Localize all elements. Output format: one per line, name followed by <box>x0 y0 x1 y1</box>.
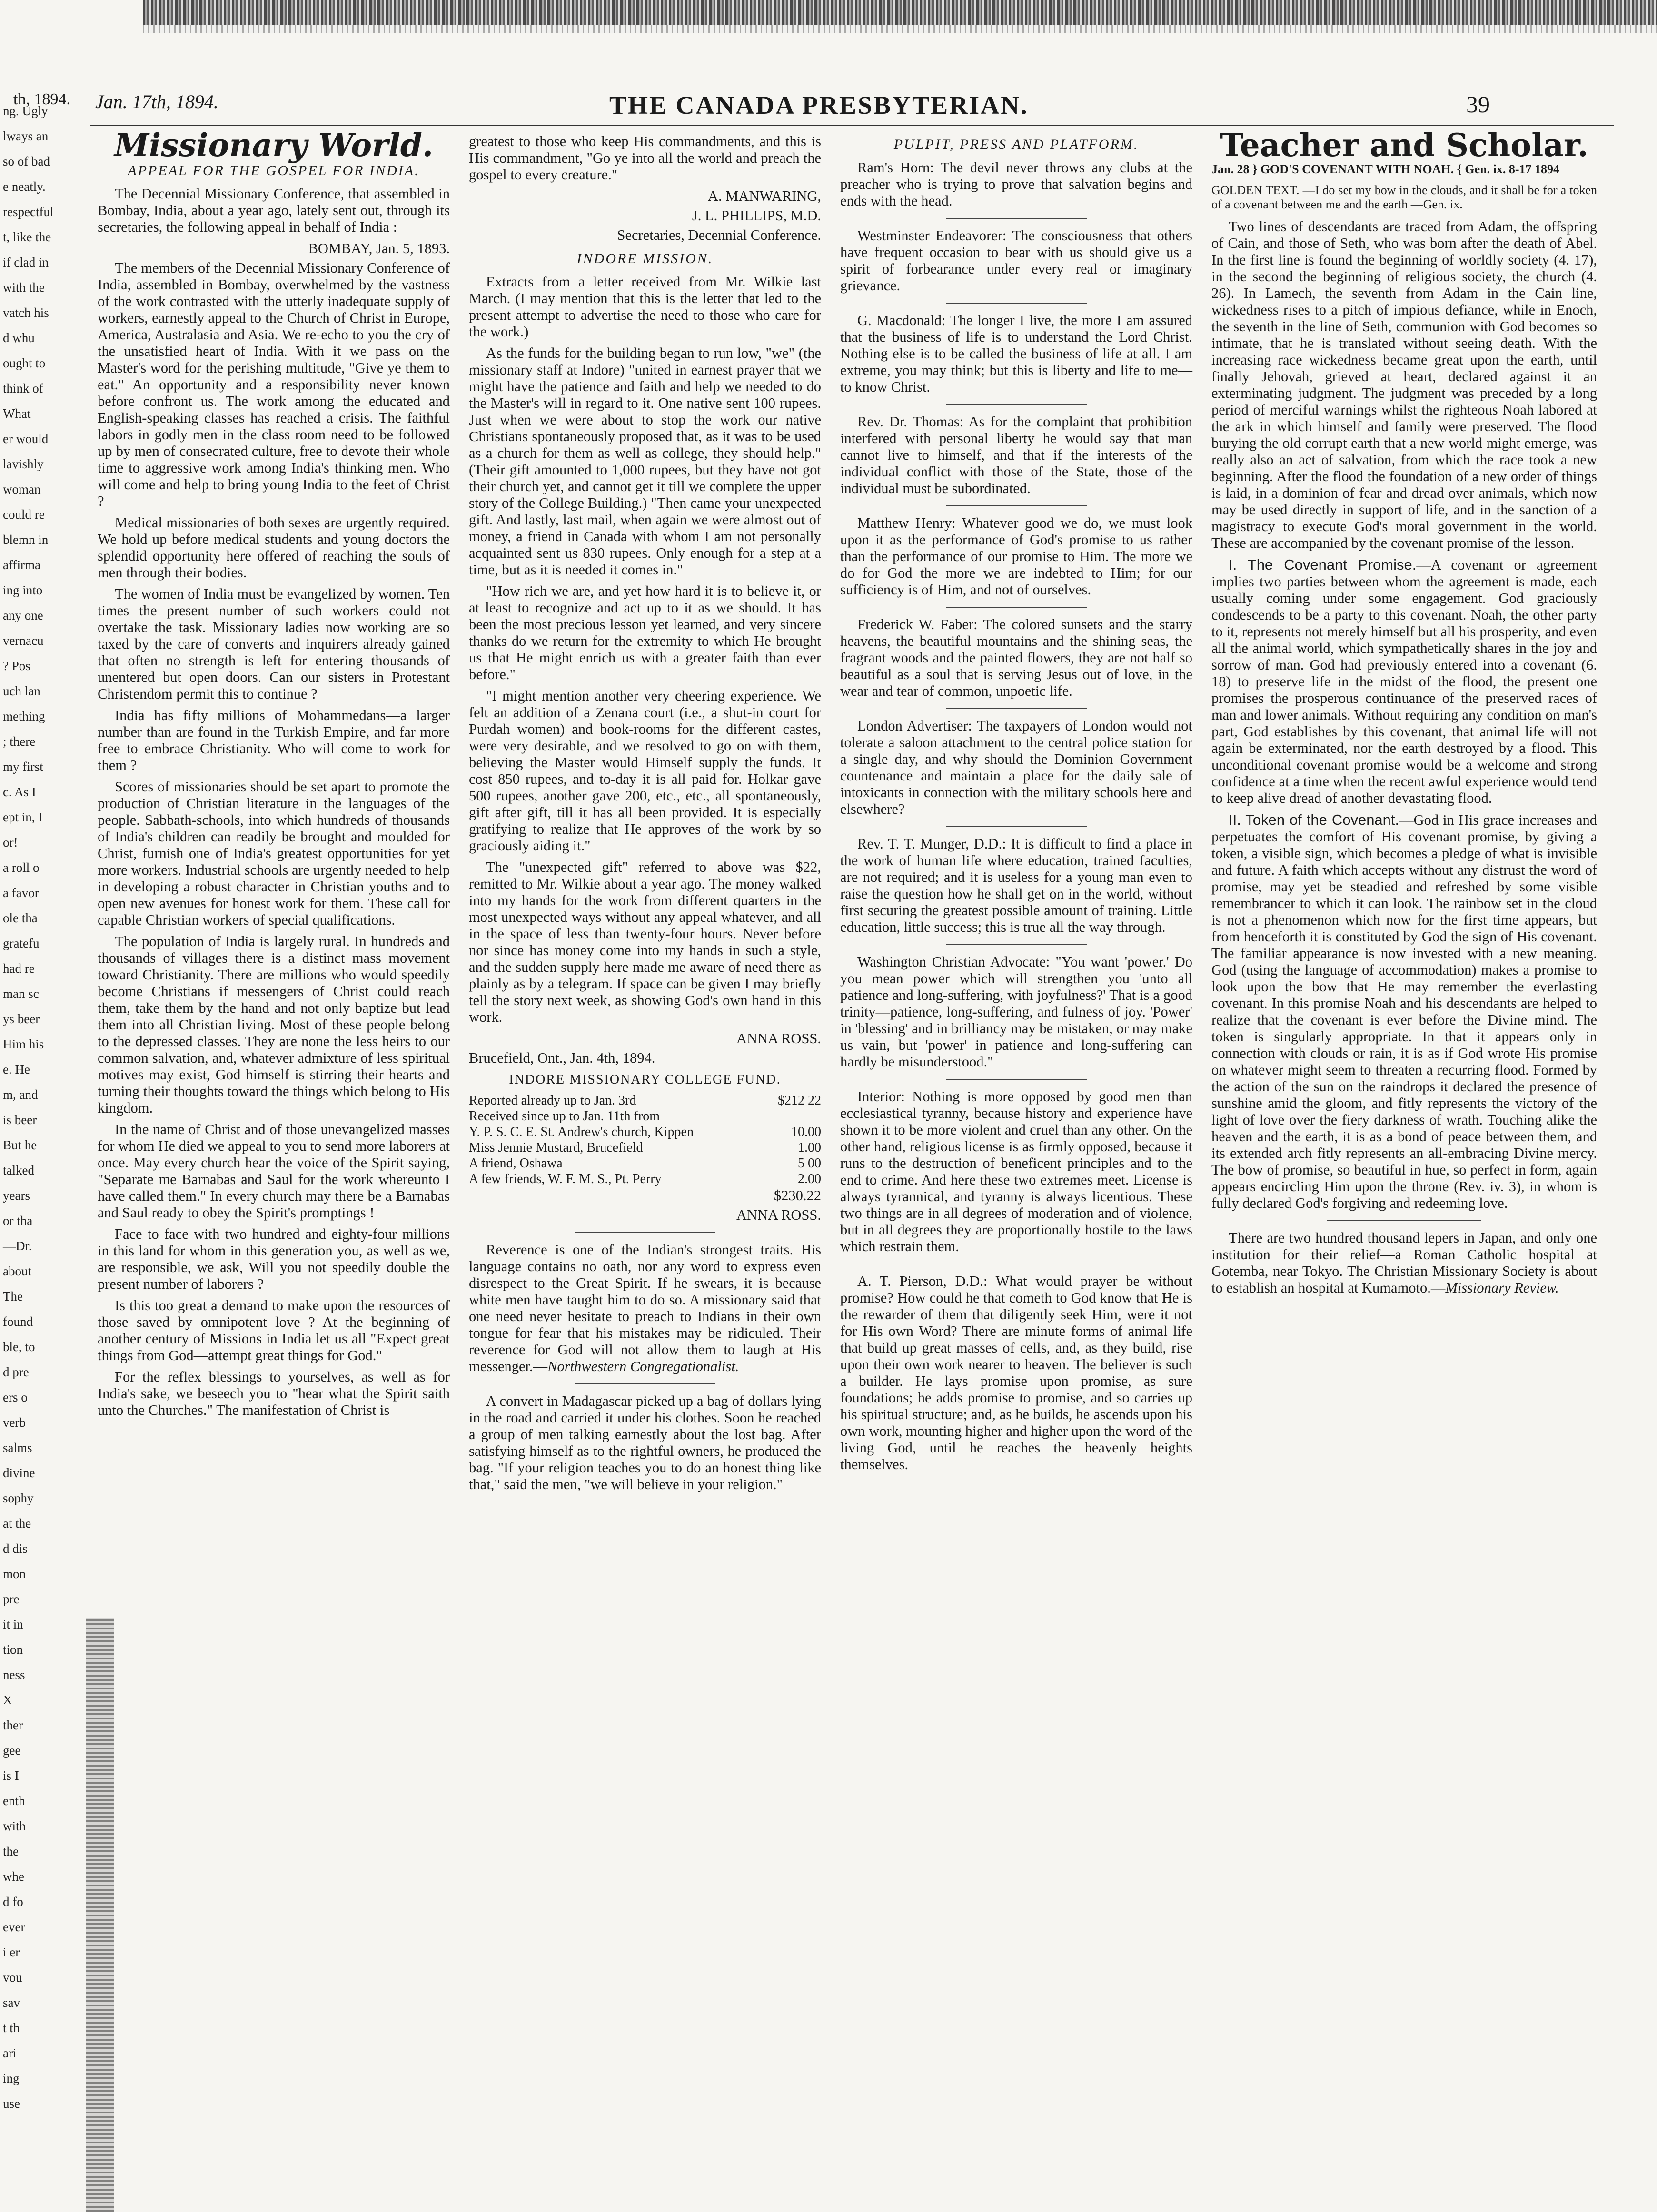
margin-fragment: ble, to <box>3 1340 35 1354</box>
appeal-paragraph: Scores of missionaries should be set apart to promote the production of Christian literature in the languages of the people. Sabbath-schools, into which hundreds of thousands of India's children can readily be brought and moulded for Christ, furnish one of India's greatest opportunities for yet more workers. Industrial schools are urgently needed to help in developing a robust character in Christian youths and to open new avenues for honest work for them. These call for capable Christian workers of special qualifications. <box>98 779 450 928</box>
appeal-paragraph: The members of the Decennial Missionary Conference of India, assembled in Bombay, overwhelmed by the vastness of the work contrasted with the utterly inadequate supply of workers, earnestly appeal to the Church of Christ in Europe, America, Australasia and Asia. We re-echo to you the cry of the unsatisfied heart of India. With it we pass on the Master's word for the perishing multitude, "Give ye them to eat." An opportunity and a responsibility never known before confront us. The work among the educated and English-speaking classes has reached a crisis. The faithful labors in godly men in the class room need to be followed up by men of consecrated culture, free to devote their whole time to aggressive work among India's thinking men. Who will come and help to bring young India to the feet of Christ ? <box>98 260 450 509</box>
column-indore-mission <box>469 133 821 1498</box>
indore-paragraph: "How rich we are, and yet how hard it is to believe it, or at least to recognize and act up to it as we should. It has been the most precious lesson yet learned, and very sincere thanks do we return for the extremity to which He brought us that He might enrich us with a greater faith than ever before." <box>469 583 821 682</box>
appeal-paragraph: The population of India is largely rural. In hundreds and thousands of villages there is a distinct mass movement toward Christianity. There are millions who would speedily become Christians if messengers of Christ could reach them, take them by the hand and not only baptize but lead them into all Christian living. Most of these people belong to the depressed classes. They are none the less heirs to our common salvation, and, whatever admixture of less spiritual motives may exist, God himself is stirring their hearts and turning their thoughts toward the things which belong to His kingdom. <box>98 933 450 1116</box>
appeal-section-title: APPEAL FOR THE GOSPEL FOR INDIA. <box>128 163 420 178</box>
issue-date: Jan. 17th, 1894. <box>95 91 218 112</box>
quote-item: Frederick W. Faber: The colored sunsets and the starry heavens, the beautiful mountains and the shining seas, the fragrant woods and the painted flowers, they are not half so beautiful as a soul that is serving Jesus out of love, in the wear and tear of common, unpoetic life. <box>840 616 1192 699</box>
margin-fragment: or! <box>3 835 18 849</box>
madagascar-paragraph: A convert in Madagascar picked up a bag of dollars lying in the road and carried it under his clothes. Soon he reached a group of men talking earnestly about the lost bag. After satisfying himself as to the rightful owners, he produced the bag. "If your religion teaches you to do an honest thing like that," said the men, "we will believe in your religion." <box>469 1393 821 1492</box>
reverence-source: Northwestern Congregationalist. <box>547 1358 739 1374</box>
signature-anna-ross: ANNA ROSS. <box>736 1030 821 1047</box>
margin-fragment: vou <box>3 1970 22 1985</box>
margin-fragment: ing into <box>3 583 43 597</box>
indore-section-title: INDORE MISSION. <box>576 251 714 267</box>
margin-fragment: a roll o <box>3 860 40 875</box>
margin-fragment: ness <box>3 1668 25 1682</box>
margin-fragment: salms <box>3 1441 32 1455</box>
margin-fragment: ing <box>3 2071 20 2085</box>
appeal-paragraph: Face to face with two hundred and eighty-four millions in this land for whom in this generation you, as well as we, are responsible, we ask, Will you not speedily double the present number of laborers ? <box>98 1226 450 1292</box>
appeal-paragraph: The women of India must be evangelized by women. Ten times the present number of such workers could not overtake the task. Missionary ladies now working are so taxed by the care of converts and inquirers already gained that often no strength is left for entering thousands of unentered but open doors. Can our sisters in Protestant Christendom permit this to continue ? <box>98 586 450 702</box>
margin-fragment: verb <box>3 1415 26 1430</box>
margin-fragment: X <box>3 1693 12 1707</box>
quote-item: Rev. T. T. Munger, D.D.: It is difficult to find a place in the work of human life where education, trained faculties, are not required; and it is useless for a young man even to raise the question how he shall get on in the world, without first securing the greatest possible amount of training. Little education, little success; this is true all the way through. <box>840 836 1192 935</box>
margin-fragment: could re <box>3 507 45 522</box>
margin-fragment: vatch his <box>3 306 49 320</box>
margin-fragment: ever <box>3 1920 25 1934</box>
margin-fragment: d whu <box>3 331 35 345</box>
appeal-conclusion: greatest to those who keep His commandments, and this is His commandment, "Go ye into all the world and preach the gospel to every creature." <box>469 133 821 183</box>
margin-fragment: ; there <box>3 734 36 749</box>
fund-amount: 5 00 <box>798 1156 821 1171</box>
margin-fragment: found <box>3 1314 33 1329</box>
margin-fragment: if clad in <box>3 255 49 269</box>
margin-fragment: man sc <box>3 987 39 1001</box>
margin-fragment: What <box>3 406 31 421</box>
margin-fragment: —Dr. <box>3 1239 32 1253</box>
margin-fragment: at the <box>3 1516 31 1531</box>
lepers-source: Missionary Review. <box>1445 1280 1559 1296</box>
margin-fragment: or tha <box>3 1214 33 1228</box>
margin-fragment: divine <box>3 1466 35 1480</box>
margin-fragment: d fo <box>3 1895 23 1909</box>
indore-paragraph: As the funds for the building began to run low, "we" (the missionary staff at Indore) "united in earnest prayer that we might have the patience and faith and help we needed to do the Master's will in regard to it. One native sent 100 rupees. Just when we were about to stop the work our native Christians spontaneously proposed that, as it was to be used as a church for them as well as college, they should help." (Their gift amounted to 1,000 rupees, but they have not got their church yet, and cannot get it till we complete the upper story of the College Building.) "Then came your unexpected gift. And lastly, last mail, when again we were almost out of money, a friend in Canada with whom I am not personally acquainted sent us 830 rupees. Only enough for a step at a time, but as it is needed it comes in." <box>469 345 821 578</box>
fund-row <box>469 1124 821 1140</box>
fund-label: Reported already up to Jan. 3rd <box>469 1093 636 1108</box>
fund-amount: $212 22 <box>778 1093 821 1108</box>
margin-fragment: gee <box>3 1743 21 1758</box>
appeal-paragraph: In the name of Christ and of those unevangelized masses for whom He died we appeal to you to send more laborers at once. May every church hear the voice of the Spirit saying, "Separate me Barnabas and Saul for the work whereunto I have called them." In every church may there be a Barnabas and Saul ready to obey the Spirit's promptings ! <box>98 1121 450 1221</box>
margin-fragment: a favor <box>3 886 39 900</box>
signer: J. L. PHILLIPS, M.D. <box>692 207 821 224</box>
margin-fragment: the <box>3 1844 19 1858</box>
appeal-intro: The Decennial Missionary Conference, that assembled in Bombay, India, about a year ago, lately sent out, through its secretaries, the following appeal in behalf of India : <box>98 186 450 235</box>
margin-fragment: woman <box>3 482 41 496</box>
margin-fragment: c. As I <box>3 785 36 799</box>
margin-fragment: ers o <box>3 1390 28 1404</box>
margin-fragment: m, and <box>3 1087 38 1102</box>
fund-row <box>469 1093 821 1108</box>
lesson-title: Jan. 28 } GOD'S COVENANT WITH NOAH. { Gen. ix. 8-17 1894 <box>1211 162 1559 176</box>
margin-fragment: t, like the <box>3 230 51 244</box>
reverence-paragraph <box>469 1242 821 1375</box>
signer: A. MANWARING, <box>707 188 821 204</box>
margin-fragment: ng. Ugly <box>3 104 48 118</box>
margin-fragment: gratefu <box>3 936 40 950</box>
margin-fragment: blemn in <box>3 533 49 547</box>
margin-fragment: er would <box>3 432 49 446</box>
column-missionary-world <box>98 127 450 1423</box>
column-teacher-and-scholar <box>1211 127 1597 1301</box>
header-rule <box>90 125 1614 126</box>
divider <box>946 826 1087 827</box>
margin-fragment: ? Pos <box>3 659 30 673</box>
indore-paragraph: "I might mention another very cheering experience. We felt an addition of a Zenana court (i.e., a shut-in court for Purdah women) and book-rooms for the different castes, were very desirable, and we resolved to go on with them, believing the Master would Himself supply the funds. It cost 850 rupees, and to-day it is all paid for. Holkar gave 500 rupees, another gave 200, etc., etc., all spontaneously, gift after gift, till it has all been provided. It is especially gratifying to realize that He approves of the work by so graciously aiding it." <box>469 688 821 854</box>
fund-signature: ANNA ROSS. <box>736 1207 821 1223</box>
margin-fragment: vernacu <box>3 633 44 648</box>
divider <box>946 218 1087 219</box>
indore-dateline: Brucefield, Ont., Jan. 4th, 1894. <box>469 1050 655 1066</box>
margin-fragment: respectful <box>3 205 54 219</box>
margin-fragment: mething <box>3 709 45 723</box>
fund-label: A few friends, W. F. M. S., Pt. Perry <box>469 1172 662 1186</box>
margin-fragment: The <box>3 1289 23 1304</box>
lepers-paragraph <box>1211 1230 1597 1296</box>
margin-fragment: whe <box>3 1869 24 1884</box>
fund-row <box>469 1140 821 1155</box>
lesson-part-1 <box>1211 556 1597 807</box>
margin-fragment: uch lan <box>3 684 40 698</box>
margin-fragment: had re <box>3 961 35 976</box>
fund-label: Received since up to Jan. 11th from <box>469 1109 660 1124</box>
lesson-intro: Two lines of descendants are traced from Adam, the offspring of Cain, and those of Seth, who was born after the death of Abel. In the first line is found the beginning of worldly society (4. 17), in the second the beginning of religious society, the church (4. 26). In Lamech, the seventh from Adam in the Cain line, wickedness rises to a pitch of impious defiance, while in Enoch, the seventh in the line of Seth, communion with God becomes so intimate, that he is translated without seeing death. With the increasing race wickedness became great upon the earth, until finally Jehovah, grieved at heart, declared against it an exterminating judgment. The judgment was preceded by a long period of merciful warnings whilst the righteous Noah labored at the ark in which himself and family were preserved. The flood burying the old corrupt earth that a new world might emerge, was really also an act of salvation, from which the race took a new beginning. After the flood the foundation of a new order of things is laid, in a dominion of fear and dread over animals, which now may be used directly in support of life, and in the sanction of a magistracy to execute God's moral government in the world. These are accompanied by the covenant promise of the lesson. <box>1211 218 1597 551</box>
divider <box>946 404 1087 405</box>
margin-fragment: sav <box>3 1995 20 2010</box>
margin-fragment: But he <box>3 1138 37 1152</box>
quote-item: A. T. Pierson, D.D.: What would prayer be without promise? How could he that cometh to God know that He is the rewarder of them that diligently seek Him, were it not for His own Word? There are minute forms of animal life that build up great masses of cells, and, as they build, rise upon their own work nearer to heaven. The believer is such a builder. He lays promise upon promise, as sure foundations; he adds promise to promise, and so carries up his spiritual structure; and, as he builds, he ascends upon his own work, mounting higher and higher upon the word of the living God, until he reaches the heavenly heights themselves. <box>840 1273 1192 1472</box>
margin-fragment: about <box>3 1264 31 1278</box>
previous-page-margin-fragments <box>0 76 71 2212</box>
appeal-paragraph: India has fifty millions of Mohammedans—a larger number than are found in the Turkish Empire, and far more free to embrace Christianity. Who will come to work for them ? <box>98 707 450 773</box>
fund-label: Miss Jennie Mustard, Brucefield <box>469 1140 643 1155</box>
quote-item: Ram's Horn: The devil never throws any clubs at the preacher who is trying to prove that salvation begins and ends with the head. <box>840 159 1192 209</box>
missionary-world-heading: Missionary World. <box>114 127 434 164</box>
margin-fragment: d dis <box>3 1541 28 1556</box>
appeal-paragraph: For the reflex blessings to yourselves, as well as for India's sake, we beseech you to "hear what the Spirit saith unto the Churches." The manifestation of Christ is <box>98 1369 450 1418</box>
margin-fragment: any one <box>3 608 43 622</box>
part1-title: I. The Covenant Promise. <box>1229 556 1417 573</box>
divider <box>946 944 1087 945</box>
margin-fragment: enth <box>3 1794 25 1808</box>
margin-fragment: my first <box>3 760 43 774</box>
appeal-paragraph: Medical missionaries of both sexes are urgently required. We hold up before medical students and young doctors the splendid opportunity here offered of reaching the souls of men through their bodies. <box>98 514 450 581</box>
margin-fragment: ole tha <box>3 911 38 925</box>
quote-item: Rev. Dr. Thomas: As for the complaint that prohibition interfered with personal liberty he would say that man cannot live to himself, and that if the interests of the individual conflict with those of the State, those of the individual must be subordinated. <box>840 414 1192 496</box>
reverence-text: Reverence is one of the Indian's strongest traits. His language contains no oath, nor any word to express even disrespect to the Great Spirit. If he swears, it is because white men have taught him to do so. A missionary said that one need never hesitate to preach to Indians in their own tongue for fear that his mistakes may be ridiculed. Their reverence for God will not allow them to laugh at His messenger.— <box>469 1242 821 1374</box>
margin-fragment: affirma <box>3 558 40 572</box>
margin-fragment: is I <box>3 1768 19 1783</box>
newspaper-title: THE CANADA PRESBYTERIAN. <box>609 91 1029 119</box>
margin-fragment: i er <box>3 1945 20 1959</box>
margin-fragment: e neatly. <box>3 179 46 194</box>
fund-amount: 1.00 <box>798 1140 821 1155</box>
divider <box>946 1079 1087 1080</box>
fund-row <box>469 1171 821 1187</box>
divider <box>946 607 1087 608</box>
quote-item: Matthew Henry: Whatever good we do, we must look upon it as the performance of God's promise to us rather than the performance of our promise to Him. The more we do for God the more we are indebted to Him; for our sufficiency is of Him, and not of ourselves. <box>840 515 1192 598</box>
scan-edge-top <box>143 0 1657 25</box>
scan-edge-top-lower <box>143 25 1657 33</box>
scan-gutter-shadow <box>86 1618 114 2212</box>
fund-title: INDORE MISSIONARY COLLEGE FUND. <box>509 1072 781 1087</box>
lesson-part-2 <box>1211 811 1597 1212</box>
margin-fragment: ys beer <box>3 1012 40 1026</box>
signer: Secretaries, Decennial Conference. <box>617 227 821 243</box>
fund-label: A friend, Oshawa <box>469 1156 563 1171</box>
quote-item: Washington Christian Advocate: "You want 'power.' Do you mean power which will strengthen you 'unto all patience and long-suffering, with joyfulness?' That is a good trinity—patience, long-suffering, and fulness of joy. 'Power' in 'blessing' and in brilliancy may be mistaken, or may make us vain, but 'power' in patience and long-suffering can hardly be misunderstood." <box>840 954 1192 1070</box>
margin-fragment: ari <box>3 2046 17 2060</box>
margin-fragment: talked <box>3 1163 34 1177</box>
appeal-paragraph: Is this too great a demand to make upon the resources of those saved by omnipotent love ? At the beginning of another century of Missions in India let us all "Expect great things from God—attempt great things for God." <box>98 1297 450 1363</box>
golden-text: GOLDEN TEXT. —I do set my bow in the clouds, and it shall be for a token of a covenant between me and the earth —Gen. ix. <box>1211 183 1597 211</box>
divider <box>946 505 1087 506</box>
margin-fragment: so of bad <box>3 154 50 168</box>
divider <box>946 303 1087 304</box>
margin-fragment: with <box>3 1819 26 1833</box>
divider <box>1327 1220 1481 1221</box>
margin-fragment: Him his <box>3 1037 44 1051</box>
margin-fragment: use <box>3 2096 20 2111</box>
margin-fragment: it in <box>3 1617 23 1631</box>
margin-fragment: d pre <box>3 1365 29 1379</box>
margin-fragment: lavishly <box>3 457 44 471</box>
appeal-dateline: BOMBAY, Jan. 5, 1893. <box>308 240 450 257</box>
part2-title: II. Token of the Covenant. <box>1229 811 1399 828</box>
margin-fragment: sophy <box>3 1491 34 1505</box>
margin-fragment: think of <box>3 381 43 395</box>
previous-page-header-fragment: th, 1894. <box>13 90 70 108</box>
margin-fragment: mon <box>3 1567 26 1581</box>
margin-fragment: e. He <box>3 1062 30 1076</box>
fund-total: $230.22 <box>754 1187 821 1204</box>
fund-row <box>469 1155 821 1171</box>
pulpit-heading: PULPIT, PRESS AND PLATFORM. <box>893 137 1139 152</box>
margin-fragment: with the <box>3 280 45 295</box>
quote-item: G. Macdonald: The longer I live, the more I am assured that the business of life is to understand the Lord Christ. Nothing else is to be called the business of life at all. I am extreme, you may think; but this is liberty and life to me—to know Christ. <box>840 312 1192 395</box>
quote-item: Interior: Nothing is more opposed by good men than ecclesiastical tyranny, because history and experience have shown it to be more violent and cruel than any other. On the other hand, religious license is as firmly opposed, because it runs to the destruction of beneficent principles and to the end to crime. And here these two extremes meet. License is always tyrannical, and tyranny is always licentious. These two things are in all degrees of moderation and of violence, but in all degrees they are proportionally hostile to the laws which restrain them. <box>840 1088 1192 1254</box>
fund-amount: 10.00 <box>791 1125 821 1139</box>
margin-fragment: years <box>3 1188 30 1203</box>
margin-fragment: ept in, I <box>3 810 43 824</box>
fund-table <box>469 1093 821 1224</box>
divider <box>946 708 1087 709</box>
margin-fragment: lways an <box>3 129 49 143</box>
quote-item: Westminster Endeavorer: The consciousness that others have frequent occasion to bear with us should give us a spirit of forbearance under every real or imaginary grievance. <box>840 227 1192 294</box>
fund-row <box>469 1108 821 1124</box>
margin-fragment: is beer <box>3 1113 37 1127</box>
column-pulpit-press-platform <box>840 133 1192 1478</box>
margin-fragment: ought to <box>3 356 46 370</box>
part1-text: —A covenant or agreement implies two parties between whom the agreement is made, each usually coming under some engagement. God graciously condescends to be a party to this covenant. Noah, the other party to it, represents not merely himself but all his prosperity, and even all the animal world, which sympathetically shares in the joy and sorrow of man. God had previously entered into a covenant (6. 18) to preserve life in the midst of the flood, the present one promises the prosperous continuance of the preserved races of man and lower animals. Without requiring any condition on man's part, God establishes by this covenant, that animal life will not again be exterminated, nor the earth destroyed by a flood. This unconditional covenant promise would be a welcome and strong confidence at a time when the recent awful experience would tend to keep alive dread of another devastating flood. <box>1211 557 1597 806</box>
page-number: 39 <box>1466 91 1490 118</box>
margin-fragment: pre <box>3 1592 20 1606</box>
margin-fragment: tion <box>3 1642 23 1657</box>
fund-amount: 2.00 <box>798 1172 821 1186</box>
indore-paragraph: Extracts from a letter received from Mr. Wilkie last March. (I may mention that this is the letter that led to the present attempt to advertise the need to those who care for the work.) <box>469 274 821 340</box>
part2-text: —God in His grace increases and perpetuates the comfort of His covenant promise, by giving a token, a visible sign, which becomes a pledge of what is invisible and future. A faith which accepts without any distrust the word of promise, may yet be steadied and refreshed by some visible remembrancer to which it can look. The rainbow set in the cloud is not a phenomenon which now for the first time appears, but from henceforth it is constituted by God the sign of His covenant. The familiar appearance is now invested with a new meaning. God (using the language of accommodation) makes a promise to look upon the bow that He may remember the everlasting covenant. In this promise Noah and his descendants are helped to realize that the covenant is ever before the Divine mind. The token is singularly appropriate. In that it appears only in connection with clouds or rain, it is as if God wrote His promise on whatever might seem to threaten a recurring flood. Formed by the action of the sun on the raindrops it declared the presence of sunshine amid the gloom, and fitly represents the victory of the light of love over the fiery darkness of wrath. Touching alike the heaven and the earth, it is as a bond of peace between them, and its extended arch fitly represents an all-embracing Divine mercy. The bow of promise, so beautiful in hue, so perfect in form, again appears encircling Him upon the throne (Rev. iv. 3), in whom is fully declared God's forgiving and redeeming love. <box>1211 812 1597 1211</box>
lepers-text: There are two hundred thousand lepers in Japan, and only one institution for their relief—a Roman Catholic hospital at Gotemba, near Tokyo. The Christian Missionary Society is about to establish an hospital at Kumamoto.— <box>1211 1230 1597 1296</box>
teacher-scholar-heading: Teacher and Scholar. <box>1220 127 1588 164</box>
quote-item: London Advertiser: The taxpayers of London would not tolerate a saloon attachment to the central police station for a single day, and why should the Dominion Government countenance and maintain a place for the daily sale of intoxicants in connection with the military schools here and elsewhere? <box>840 718 1192 817</box>
divider <box>575 1383 715 1384</box>
indore-paragraph: The "unexpected gift" referred to above was $22, remitted to Mr. Wilkie about a year ago. The money walked into my hands for the work from different quarters in the most unexpected ways without any appeal whatever, and all in the space of less than twenty-four hours. Never before nor since has money come into my hands in such a style, and the sudden supply here made me aware of need there as plainly as by a telegram. If space can be given I may briefly tell the story next week, as showing God's own hand in this work. <box>469 859 821 1025</box>
divider <box>575 1232 715 1233</box>
margin-fragment: ther <box>3 1718 23 1732</box>
margin-fragment: t th <box>3 2021 20 2035</box>
fund-label: Y. P. S. C. E. St. Andrew's church, Kippen <box>469 1125 694 1139</box>
